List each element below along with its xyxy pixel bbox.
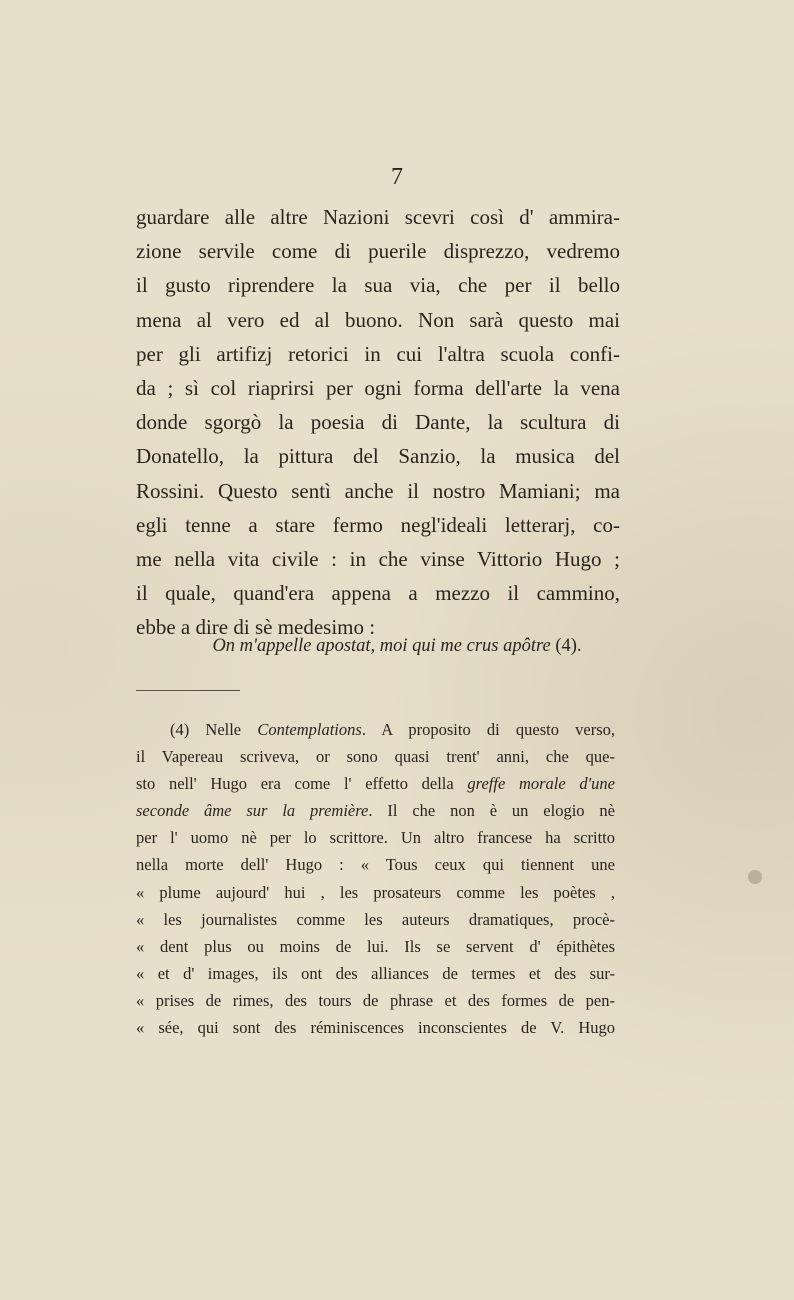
verse-text: On m'appelle apostat, moi qui me crus apôtre (212, 636, 551, 656)
footnote-block (136, 716, 615, 1041)
footnote-line (136, 797, 615, 824)
text-line: Donatello, la pittura del Sanzio, la musica del (136, 444, 620, 469)
footnote-line: nella morte dell' Hugo : « Tous ceux qui tiennent une (136, 855, 615, 875)
main-text (136, 200, 620, 645)
text-line: egli tenne a stare fermo negl'ideali letterarj, co- (136, 512, 620, 537)
paper-stain (748, 870, 762, 884)
footnote-line: « les journalistes comme les auteurs dramatiques, procè- (136, 909, 615, 929)
text-line: il gusto riprendere la sua via, che per il bello (136, 273, 620, 298)
text-line: ebbe a dire di sè medesimo : (136, 615, 376, 640)
quoted-verse (0, 632, 794, 660)
footnote-line: « dent plus ou moins de lui. Ils se servent d' épithètes (136, 936, 615, 956)
text-line: me nella vita civile : in che vinse Vittorio Hugo ; (136, 547, 620, 572)
page-number: 7 (391, 164, 403, 190)
footnote-text: . A proposito di questo verso, (361, 720, 615, 739)
text-line: guardare alle altre Nazioni scevri così d' ammira- (136, 205, 620, 229)
footnote-quote: greffe morale d'une (467, 774, 615, 794)
footnote-line: « et d' images, ils ont des alliances de termes et des sur- (136, 963, 615, 983)
footnote-text: sto nell' Hugo era come l' effetto della (136, 774, 468, 794)
footnote-quote: seconde âme sur la première (136, 801, 369, 821)
footnote-line (136, 716, 615, 743)
text-line: da ; sì col riaprirsi per ogni forma dell'arte la vena (136, 376, 620, 401)
footnote-text: . Il che non è un elogio nè (368, 801, 615, 821)
footnote-text: (4) Nelle (170, 720, 258, 739)
footnote-reference: (4). (550, 636, 582, 656)
text-line: Rossini. Questo sentì anche il nostro Mamiani; ma (136, 478, 620, 503)
footnote-line: il Vapereau scriveva, or sono quasi trent' anni, che que- (136, 747, 615, 767)
text-line: donde sgorgò la poesia di Dante, la scultura di (136, 410, 620, 435)
footnote-line: « sée, qui sont des réminiscences inconscientes de V. Hugo (136, 1018, 615, 1038)
text-line: il quale, quand'era appena a mezzo il cammino, (136, 581, 620, 606)
footnote-line: « prises de rimes, des tours de phrase et des formes de pen- (136, 990, 615, 1010)
footnote-line: « plume aujourd' hui , les prosateurs comme les poètes , (136, 882, 615, 902)
footnote-title: Contemplations (257, 720, 362, 739)
text-line: zione servile come di puerile disprezzo, vedremo (136, 239, 620, 264)
text-line: per gli artifizj retorici in cui l'altra scuola confi- (136, 341, 620, 366)
footnote-line (136, 770, 615, 797)
footnote-line: per l' uomo nè per lo scrittore. Un altro francese ha scritto (136, 828, 615, 848)
footnote-divider (136, 690, 240, 691)
text-line: mena al vero ed al buono. Non sarà questo mai (136, 307, 620, 332)
